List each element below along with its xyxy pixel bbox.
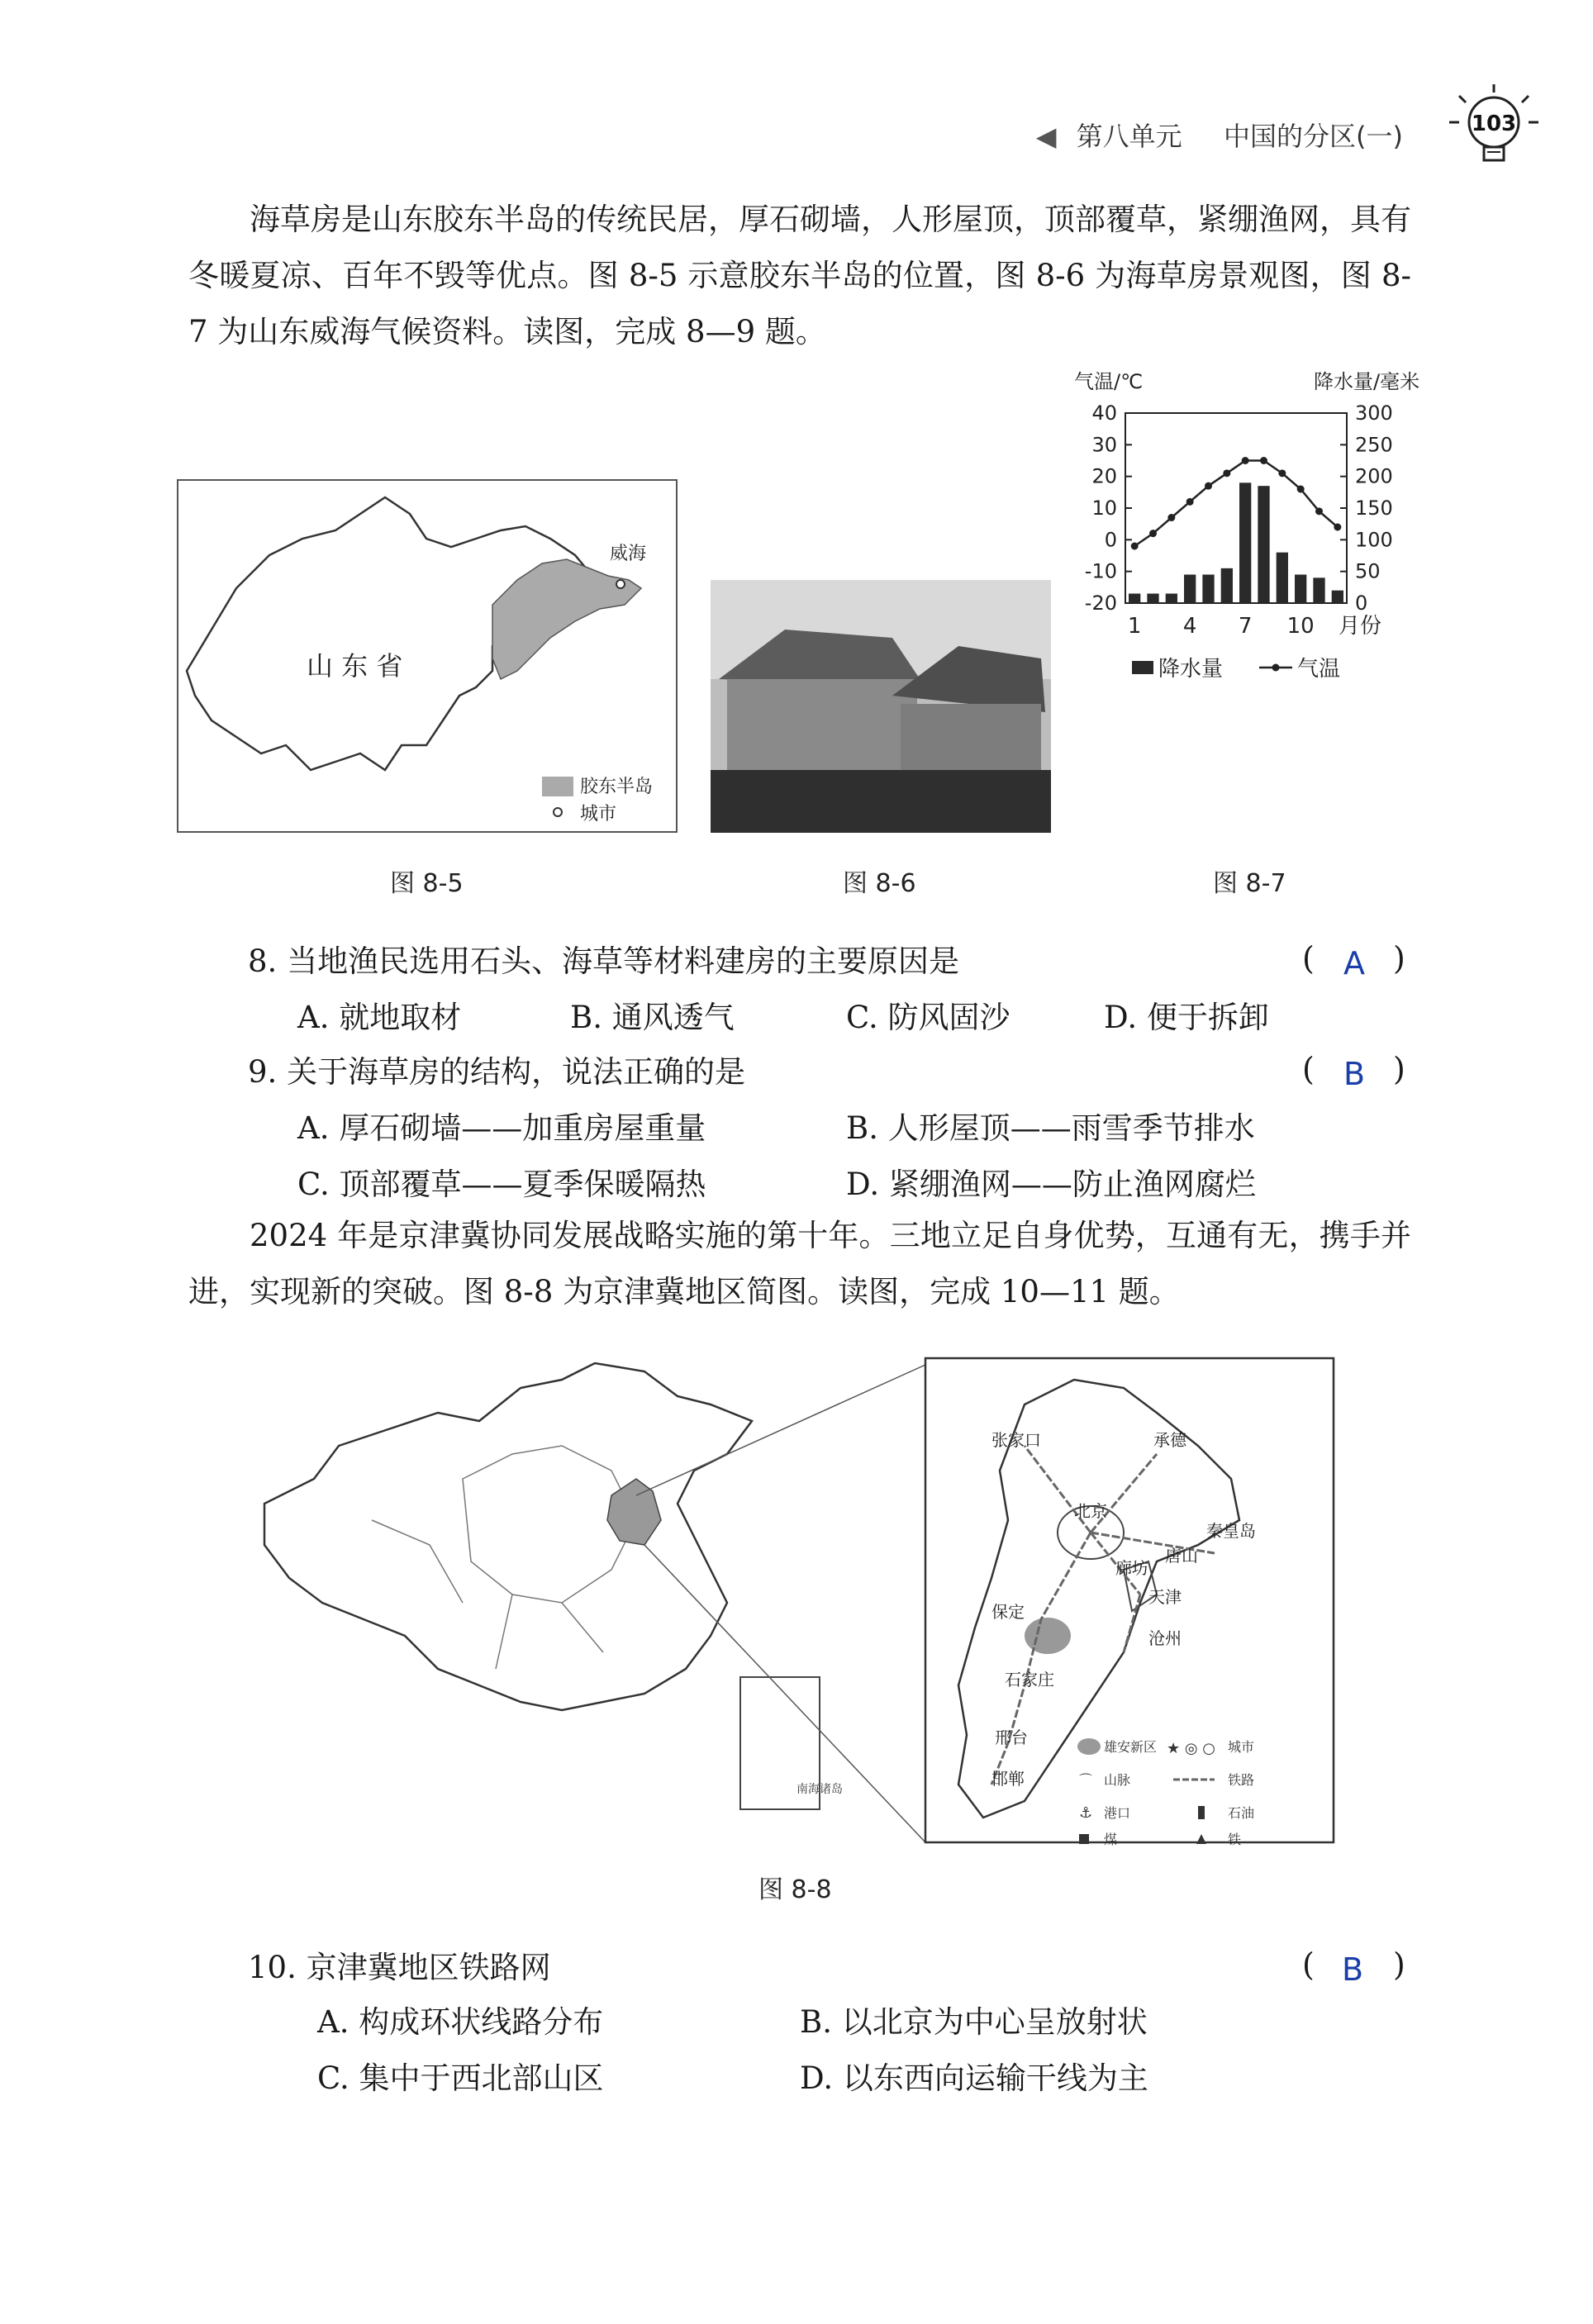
left-house-wall — [727, 679, 917, 770]
intro-text-1: 海草房是山东胶东半岛的传统民居，厚石砌墙，人形屋顶，顶部覆草，紧绷渔网，具有冬暖夏凉、百年不毁等优点。图 8-5 示意胶东半岛的位置，图 8-6 为海草房景观图，图 8-7 为山东威海气候资料。读图，完成 8—9 题。 — [188, 202, 1411, 349]
figure-8-6-caption: 图 8-6 — [843, 869, 916, 898]
q10-option-a: A. 构成环状线路分布 — [317, 2004, 604, 2040]
q9-answer: B — [1343, 1056, 1366, 1092]
figure-8-8-caption: 图 8-8 — [758, 1875, 832, 1904]
precip-bar-month-9 — [1277, 553, 1288, 603]
q10-paren-open: ( — [1302, 1946, 1315, 1983]
figure-8-5-map — [177, 479, 678, 833]
chart-right-tick-label: 50 — [1355, 559, 1381, 583]
legend-peninsula-swatch — [542, 777, 573, 796]
temperature-point-month-11 — [1315, 507, 1323, 515]
inset-city-label: 秦皇岛 — [1206, 1521, 1256, 1541]
weihai-label: 威海 — [610, 544, 647, 564]
legend-city-label: 城市 — [580, 804, 617, 825]
chart-left-tick-label: 10 — [1091, 497, 1117, 520]
q8-option-a: A. 就地取材 — [297, 1000, 462, 1035]
chart-left-tick-label: 30 — [1091, 433, 1117, 457]
province-label: 山 东 省 — [307, 650, 403, 682]
lightbulb-icon — [1444, 81, 1543, 172]
question-9-stem: 9. 关于海草房的结构，说法正确的是 — [248, 1054, 746, 1090]
section-title: 中国的分区(一) — [1224, 121, 1403, 152]
chart-right-tick-label: 0 — [1355, 592, 1368, 615]
chart-right-tick-label: 150 — [1355, 497, 1393, 520]
precip-bar-month-12 — [1332, 591, 1343, 603]
chart-right-tick-label: 300 — [1355, 402, 1393, 425]
q9-option-a: A. 厚石砌墙——加重房屋重量 — [297, 1110, 706, 1146]
temperature-point-month-5 — [1205, 482, 1212, 490]
china-outline — [264, 1363, 752, 1710]
intro-paragraph-1 — [188, 192, 1411, 360]
precip-bar-month-2 — [1147, 594, 1158, 604]
chart-left-tick-label: 40 — [1091, 402, 1117, 425]
right-house-wall — [901, 704, 1041, 778]
climate-chart-svg — [1066, 364, 1438, 843]
question-8-stem: 8. 当地渔民选用石头、海草等材料建房的主要原因是 — [248, 943, 960, 979]
q9-option-c: C. 顶部覆草——夏季保暖隔热 — [297, 1167, 706, 1202]
chart-right-axis-title: 降水量/毫米 — [1314, 370, 1420, 393]
jiaodong-peninsula-area — [492, 559, 641, 679]
weihai-city-marker — [616, 580, 625, 588]
inset-city-label: 石家庄 — [1005, 1670, 1054, 1690]
figure-8-6-photo — [711, 580, 1051, 833]
inset-city-label: 保定 — [991, 1602, 1025, 1622]
chart-x-tick-label: 4 — [1182, 614, 1197, 639]
legend-coal: 煤 — [1104, 1832, 1118, 1847]
temperature-point-month-9 — [1278, 469, 1286, 477]
temperature-point-month-6 — [1223, 469, 1230, 477]
legend-precip-swatch — [1132, 661, 1153, 674]
precip-bar-month-1 — [1129, 594, 1140, 604]
legend-city-symbols: ★ ◎ ○ — [1167, 1740, 1215, 1757]
xiongan-area — [1025, 1618, 1071, 1654]
q9-paren-open: ( — [1302, 1051, 1315, 1087]
precip-bar-month-5 — [1202, 575, 1214, 604]
q9-paren-close: ) — [1393, 1051, 1405, 1087]
question-10-stem: 10. 京津冀地区铁路网 — [248, 1950, 551, 1985]
q10-answer: B — [1342, 1951, 1364, 1988]
chart-left-tick-label: 0 — [1104, 528, 1117, 552]
precip-bar-month-7 — [1239, 482, 1251, 603]
inset-city-label: 邯郸 — [991, 1769, 1025, 1789]
q9-option-b: B. 人形屋顶——雨雪季节排水 — [846, 1110, 1255, 1146]
temperature-point-month-2 — [1149, 530, 1157, 537]
intro-paragraph-2 — [188, 1208, 1411, 1320]
ground-vegetation — [711, 770, 1051, 833]
legend-railway: 铁路 — [1228, 1772, 1255, 1788]
page-header — [1036, 116, 1403, 154]
q10-option-b: B. 以北京为中心呈放射状 — [800, 2004, 1148, 2040]
inset-city-label: 张家口 — [991, 1430, 1041, 1450]
south-sea-label: 南海诸岛 — [796, 1783, 843, 1796]
inset-city-label: 邢台 — [995, 1728, 1028, 1747]
figure-8-5-caption: 图 8-5 — [390, 869, 464, 898]
inset-city-label: 沧州 — [1148, 1628, 1182, 1648]
q10-option-c: C. 集中于西北部山区 — [317, 2060, 604, 2096]
temperature-point-month-7 — [1242, 457, 1249, 464]
inset-connector-top — [636, 1365, 925, 1495]
jingjinji-highlight — [607, 1479, 661, 1545]
page-number: 103 — [1471, 112, 1517, 136]
precip-bar-month-10 — [1295, 575, 1306, 604]
temperature-point-month-12 — [1334, 524, 1341, 531]
inset-city-label: 承德 — [1153, 1430, 1186, 1450]
page-number-badge — [1444, 81, 1543, 172]
legend-xiongan-swatch — [1077, 1738, 1101, 1755]
inset-city-label: 廊坊 — [1115, 1558, 1148, 1578]
intro-text-2: 2024 年是京津冀协同发展战略实施的第十年。三地立足自身优势，互通有无，携手并进，实现新的突破。图 8-8 为京津冀地区简图。读图，完成 10—11 题。 — [188, 1218, 1411, 1309]
inset-city-label: 唐山 — [1165, 1546, 1198, 1566]
temperature-point-month-4 — [1186, 498, 1194, 506]
legend-temp-label: 气温 — [1297, 657, 1341, 682]
legend-port: 港口 — [1104, 1805, 1131, 1821]
temperature-point-month-8 — [1260, 457, 1267, 464]
legend-oil: 石油 — [1228, 1805, 1255, 1821]
chart-left-tick-label: -20 — [1084, 592, 1117, 615]
inset-city-label: 北京 — [1074, 1501, 1107, 1521]
legend-city: 城市 — [1228, 1739, 1255, 1755]
precip-bar-month-6 — [1221, 568, 1233, 603]
temperature-point-month-1 — [1131, 543, 1139, 550]
temperature-point-month-10 — [1297, 486, 1305, 493]
precip-bar-month-3 — [1166, 594, 1177, 604]
chart-left-tick-label: -10 — [1084, 559, 1117, 583]
oil-icon — [1198, 1806, 1205, 1819]
q8-option-d: D. 便于拆卸 — [1104, 1000, 1269, 1035]
temperature-point-month-3 — [1167, 514, 1175, 521]
q8-paren-close: ) — [1393, 940, 1405, 977]
temperature-line — [1134, 461, 1338, 547]
chart-x-tick-label: 1 — [1127, 614, 1142, 639]
chart-x-axis-title: 月份 — [1339, 614, 1382, 639]
q10-option-d: D. 以东西向运输干线为主 — [800, 2060, 1148, 2096]
legend-xiongan: 雄安新区 — [1104, 1739, 1158, 1755]
q9-option-d: D. 紧绷渔网——防止渔网腐烂 — [846, 1167, 1256, 1202]
legend-precip-label: 降水量 — [1158, 657, 1224, 682]
q8-paren-open: ( — [1302, 940, 1315, 977]
q8-option-b: B. 通风透气 — [570, 1000, 735, 1035]
unit-title: 第八单元 — [1076, 121, 1182, 152]
figure-8-7-climate-chart — [1066, 364, 1438, 843]
inset-city-label: 天津 — [1148, 1587, 1182, 1607]
mountain-icon: ⌒ — [1079, 1772, 1093, 1788]
precip-bar-month-11 — [1313, 577, 1324, 603]
figure-8-8 — [248, 1355, 1339, 1851]
legend-mountain: 山脉 — [1104, 1772, 1131, 1788]
q8-answer: A — [1343, 945, 1365, 981]
chart-left-tick-label: 20 — [1091, 464, 1117, 488]
legend-city-marker — [554, 808, 562, 816]
back-arrow-icon: ◀ — [1035, 121, 1057, 152]
coal-icon — [1079, 1834, 1089, 1844]
chart-left-axis-title: 气温/℃ — [1074, 370, 1144, 393]
chart-x-tick-label: 10 — [1286, 614, 1315, 639]
precip-bar-month-8 — [1258, 486, 1269, 603]
chart-right-tick-label: 250 — [1355, 433, 1393, 457]
legend-peninsula-label: 胶东半岛 — [580, 777, 654, 797]
figure-8-7-caption: 图 8-7 — [1213, 869, 1286, 898]
chart-plot-frame — [1125, 413, 1347, 603]
precip-bar-month-4 — [1184, 575, 1196, 604]
chart-right-tick-label: 200 — [1355, 464, 1393, 488]
chart-x-tick-label: 7 — [1238, 614, 1253, 639]
anchor-icon: ⚓ — [1079, 1804, 1093, 1822]
chart-right-tick-label: 100 — [1355, 528, 1393, 552]
legend-temp-marker — [1272, 664, 1280, 672]
legend-iron: 铁 — [1228, 1832, 1242, 1847]
q8-option-c: C. 防风固沙 — [846, 1000, 1010, 1035]
q10-paren-close: ) — [1393, 1946, 1405, 1983]
